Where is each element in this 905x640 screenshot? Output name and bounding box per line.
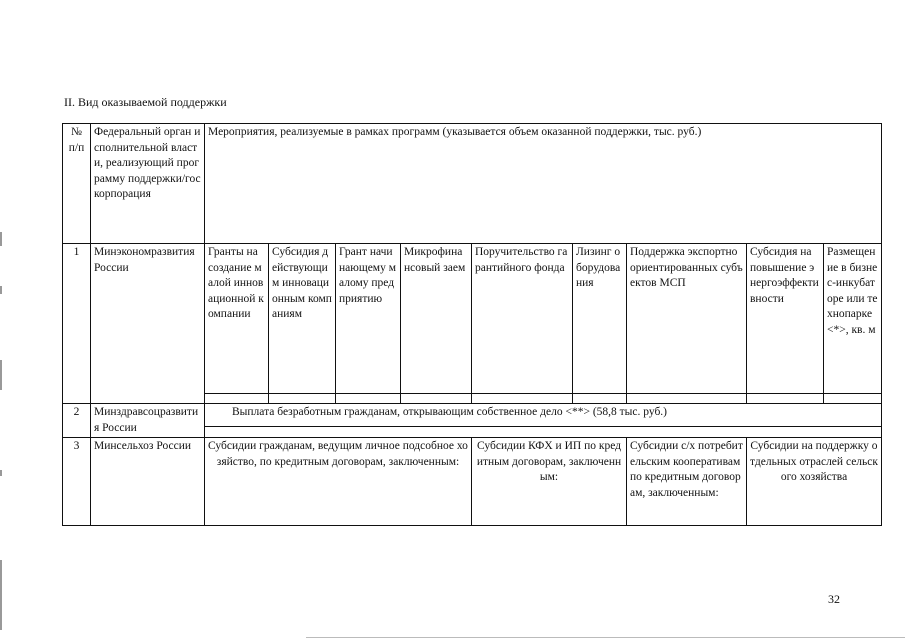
measure-cell: Грант начинающему малому предприятию	[336, 244, 401, 394]
row-agency: Минсельхоз России	[91, 438, 205, 526]
measure-cell: Микрофинансовый заем	[401, 244, 472, 394]
measure-cell: Поручительство гарантийного фонда	[472, 244, 573, 394]
measure-cell: Субсидии гражданам, ведущим личное подсобное хозяйство, по кредитным договорам, заключенным:	[205, 438, 472, 526]
table-row	[63, 438, 882, 526]
measure-cell: Выплата безработным гражданам, открывающим собственное дело <**> (58,8 тыс. руб.)	[205, 404, 882, 427]
measure-cell: Субсидия на повышение энергоэффективности	[747, 244, 824, 394]
blank-cell	[747, 394, 824, 404]
support-table	[62, 123, 882, 526]
blank-cell	[205, 427, 882, 438]
measure-cell: Гранты на создание малой инновационной компании	[205, 244, 269, 394]
table-row	[63, 244, 882, 394]
row-number: 2	[63, 404, 91, 438]
row-agency: Минэкономразвития России	[91, 244, 205, 404]
blank-cell	[472, 394, 573, 404]
measure-cell: Субсидии КФХ и ИП по кредитным договорам, заключенным:	[472, 438, 627, 526]
blank-cell	[269, 394, 336, 404]
measure-cell: Субсидии на поддержку отдельных отраслей сельского хозяйства	[747, 438, 882, 526]
measure-cell: Размещение в бизнес-инкубаторе или технопарке <*>, кв. м	[824, 244, 882, 394]
table-row	[63, 404, 882, 427]
measure-cell: Поддержка экспортно ориентированных субъектов МСП	[627, 244, 747, 394]
blank-cell	[205, 394, 269, 404]
header-number: № п/п	[63, 124, 91, 244]
blank-cell	[824, 394, 882, 404]
blank-cell	[336, 394, 401, 404]
table-header-row	[63, 124, 882, 244]
row-number: 3	[63, 438, 91, 526]
bottom-rule	[306, 637, 905, 638]
row-number: 1	[63, 244, 91, 404]
blank-cell	[401, 394, 472, 404]
row-agency: Минздравсоцразвития России	[91, 404, 205, 438]
measure-cell: Лизинг оборудования	[573, 244, 627, 394]
blank-cell	[573, 394, 627, 404]
header-agency: Федеральный орган исполнительной власти, реализующий программу поддержки/госкорпорация	[91, 124, 205, 244]
section-title: II. Вид оказываемой поддержки	[64, 95, 227, 109]
blank-cell	[627, 394, 747, 404]
measure-cell: Субсидии с/х потребительским кооперативам по кредитным договорам, заключенным:	[627, 438, 747, 526]
page-number: 32	[828, 592, 840, 606]
measure-cell: Субсидия действующим инновационным компаниям	[269, 244, 336, 394]
header-measures: Мероприятия, реализуемые в рамках программ (указывается объем оказанной поддержки, тыс. руб.)	[205, 124, 882, 244]
